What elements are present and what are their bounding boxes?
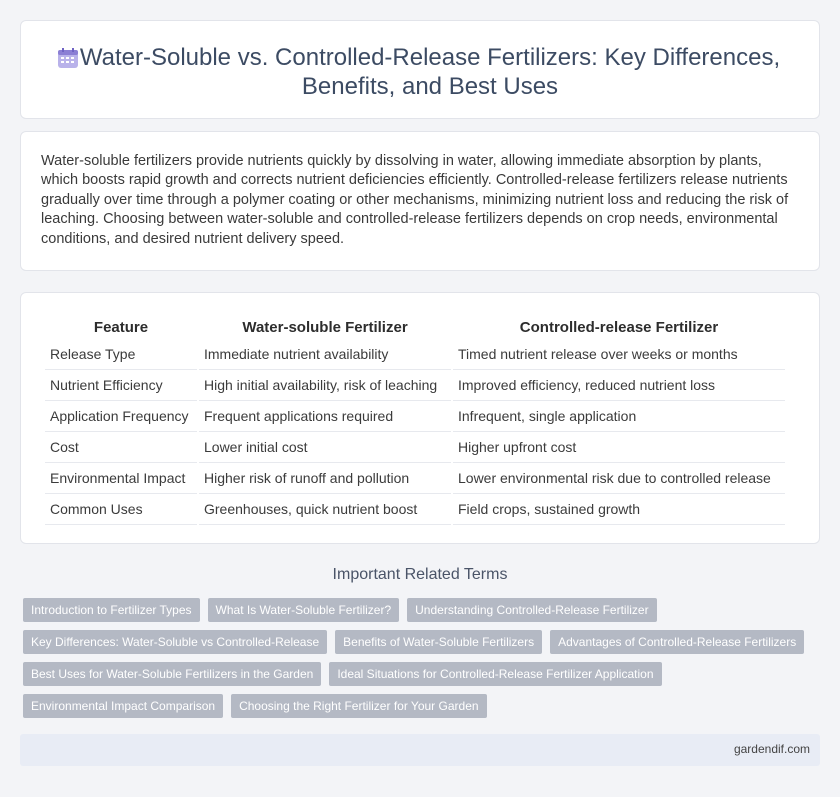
- tag-row: [23, 630, 823, 654]
- related-term-link[interactable]: Best Uses for Water-Soluble Fertilizers in the Garden: [23, 662, 321, 686]
- table-cell: Application Frequency: [45, 401, 197, 432]
- table-cell: Common Uses: [45, 494, 197, 525]
- table-row: [45, 370, 785, 401]
- related-term-link[interactable]: Benefits of Water-Soluble Fertilizers: [335, 630, 542, 654]
- related-term-link[interactable]: Choosing the Right Fertilizer for Your Garden: [231, 694, 486, 718]
- table-cell: High initial availability, risk of leaching: [199, 370, 451, 401]
- related-term-link[interactable]: Advantages of Controlled-Release Fertilizers: [550, 630, 804, 654]
- table-cell: Higher upfront cost: [453, 432, 785, 463]
- table-cell: Greenhouses, quick nutrient boost: [199, 494, 451, 525]
- related-terms-title: Important Related Terms: [332, 566, 508, 583]
- intro-card: [20, 131, 820, 271]
- related-term-link[interactable]: Ideal Situations for Controlled-Release Fertilizer Application: [329, 662, 661, 686]
- table-header-feature: Feature: [93, 318, 149, 336]
- related-term-link[interactable]: Understanding Controlled-Release Fertilizer: [407, 598, 656, 622]
- table-cell: Environmental Impact: [45, 463, 197, 494]
- table-cell: Immediate nutrient availability: [199, 339, 451, 370]
- tag-row: [23, 598, 823, 622]
- comparison-table: [43, 315, 787, 525]
- table-cell: Frequent applications required: [199, 401, 451, 432]
- tag-row: [23, 694, 823, 718]
- table-cell: Lower environmental risk due to controlled release: [453, 463, 785, 494]
- table-header-water-soluble: Water-soluble Fertilizer: [242, 318, 408, 336]
- related-term-link[interactable]: What Is Water-Soluble Fertilizer?: [208, 598, 400, 622]
- table-row: [45, 401, 785, 432]
- footer-site-link[interactable]: gardendif.com: [733, 742, 810, 756]
- table-cell: Lower initial cost: [199, 432, 451, 463]
- table-header-row: [45, 315, 785, 339]
- related-terms-list: [23, 598, 823, 726]
- table-cell: Cost: [45, 432, 197, 463]
- related-term-link[interactable]: Key Differences: Water-Soluble vs Controlled-Release: [23, 630, 327, 654]
- header-card: [20, 20, 820, 119]
- tag-row: [23, 662, 823, 686]
- table-cell: Nutrient Efficiency: [45, 370, 197, 401]
- related-term-link[interactable]: Environmental Impact Comparison: [23, 694, 223, 718]
- table-row: [45, 432, 785, 463]
- table-cell: Field crops, sustained growth: [453, 494, 785, 525]
- table-cell: Improved efficiency, reduced nutrient loss: [453, 370, 785, 401]
- table-cell: Higher risk of runoff and pollution: [199, 463, 451, 494]
- table-cell: Infrequent, single application: [453, 401, 785, 432]
- footer-bar: [20, 734, 820, 766]
- related-term-link[interactable]: Introduction to Fertilizer Types: [23, 598, 200, 622]
- table-header-controlled-release: Controlled-release Fertilizer: [519, 318, 719, 336]
- page-title: Water-Soluble vs. Controlled-Release Fertilizers: Key Differences, Benefits, and Best Uses: [79, 44, 781, 100]
- table-row: [45, 463, 785, 494]
- table-row: [45, 339, 785, 370]
- table-row: [45, 494, 785, 525]
- intro-paragraph: Water-soluble fertilizers provide nutrients quickly by dissolving in water, allowing immediate absorption by plants, which boosts rapid growth and corrects nutrient deficiencies efficiently. Controlled-release fertilizers release nutrients gradually over time through a polymer coating or other mechanisms, minimizing nutrient loss and reducing the risk of leaching. Choosing between water-soluble and controlled-release fertilizers depends on crop needs, environmental conditions, and desired nutrient delivery speed.: [41, 153, 789, 247]
- comparison-table-card: [20, 292, 820, 544]
- table-cell: Timed nutrient release over weeks or months: [453, 339, 785, 370]
- table-cell: Release Type: [45, 339, 197, 370]
